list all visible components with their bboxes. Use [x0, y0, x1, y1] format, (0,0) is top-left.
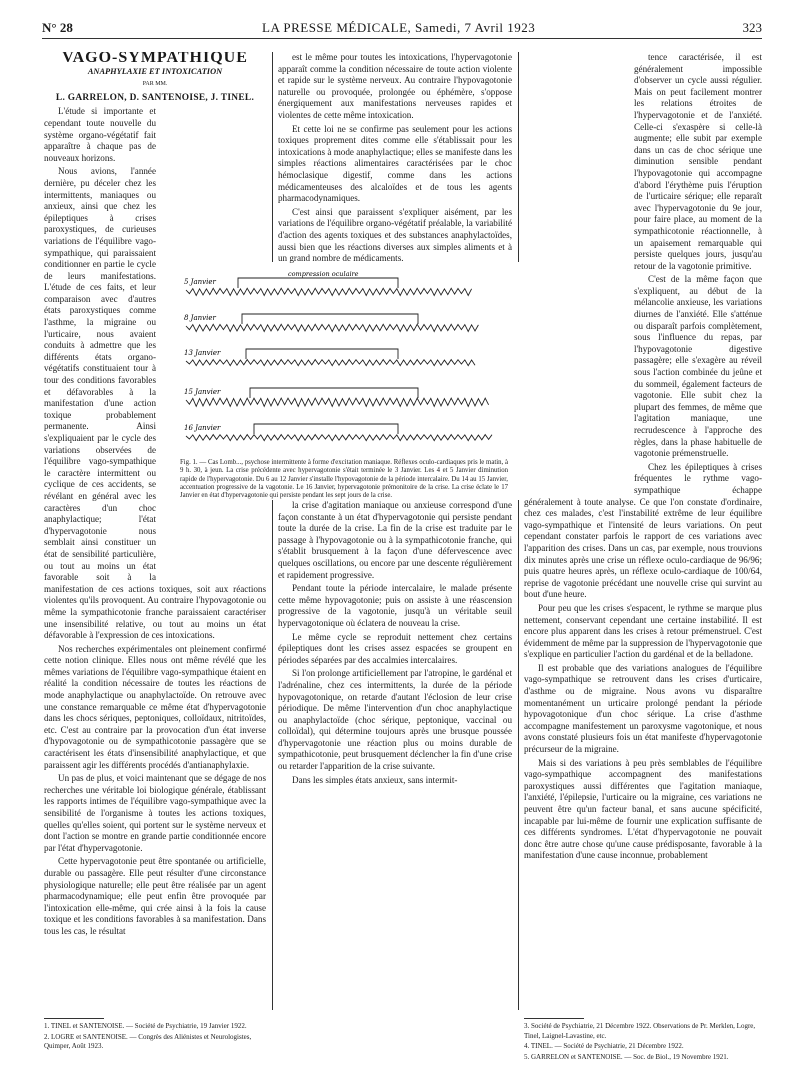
ecg-trace	[186, 398, 489, 406]
paragraph: tence caractérisée, il est généralement impossible d'observer un cycle aussi régulier. Mais on peut facilement montrer les relations étroites de l'hypervagotonie et de l'anxiété. Celle-ci s'exaspère si celle-là augmente; elle subit par exemple dans un cas de choc sérique une diminution sensible pendant l'hypovagotonie qui accompagne d'abord l'érythème puis l'éruption de l'urticaire sérique; elle reparaît avec l'hypervagotonie du 9e jour, pour faire place, au moment de la sympathicotonie réactionnelle, à un apaisement remarquable qui persiste quelques jours, jusqu'au retour de la vagotonie primitive.	[634, 52, 762, 271]
paragraph: la crise d'agitation maniaque ou anxieuse correspond d'une façon constante à un état d'hypervagotonie qui persiste pendant toute la durée de la crise. La fin de la crise est traduite par le passage à l'hypovagotonie ou à la sympathicotonie franche, qui s'établit brusquement à la façon d'une défervescence avec quelques oscillations, ou encore par une descente régulièrement et rapidement progressive.	[278, 500, 512, 580]
paragraph: est le même pour toutes les intoxications, l'hypervagotonie apparaît comme la condition nécessaire de toute action violente et rapide sur le système nerveux. Au contraire l'hypovagotonie naturelle ou provoquée, prolongée ou éphémère, s'oppose énergiquement aux manifestations nerveuses rapides et violentes de cette même intoxication.	[278, 52, 512, 120]
footnote-rule-right	[524, 1018, 584, 1019]
compression-marker	[250, 388, 418, 398]
ecg-trace	[186, 435, 492, 441]
trace-label: 8 Janvier	[184, 314, 216, 322]
column-2-bottom	[278, 500, 512, 1014]
column-1	[44, 52, 266, 1014]
paragraph: Nous avions, l'année dernière, pu déceler chez les intermittents, maniaques ou anxieux, ainsi que chez les épileptiques à crises paroxystiques, de curieuses variations de l'équilibre vago-sympathique, qui paraissaient conditionner en partie le cycle de leurs manifestations. L'étude de ces faits, et leur comparaison avec d'autres états paroxystiques comme l'asthme, la migraine ou l'urticaire, nous avaient conduits à admettre que les différents états organo-végétatifs constituaient tour à tour des conditions favorables et défavorables à la manifestation d'une action toxique probablement permanente. Ainsi s'expliquaient par le cycle des variations observées de l'équilibre vago-sympathique le caractère intermittent ou cyclique de ces accidents, se révélant en général avec les caractères d'un choc anaphylactique; l'état d'hypervagotonie nous semblait ainsi constituer un état de sensibilité particulière, ou tout au moins un état favorable soit à la manifestation de ces actions toxiques, soit aux réactions violentes qu'ils provoquent. Au contraire l'hypovagotonie ou même la sympathicotonie franche paraissaient caractériser une insensibilité relative, ou tout au moins un état défavorable à l'expression de ces intoxications.	[44, 166, 266, 641]
paragraph: Le même cycle se reproduit nettement chez certains épileptiques dont les crises assez espacées se groupent en périodes séparées par des accalmies intercalaires.	[278, 631, 512, 665]
running-header	[42, 20, 762, 39]
trace-plot	[178, 268, 508, 456]
paragraph: Dans les simples états anxieux, sans intermit-	[292, 774, 458, 785]
ecg-trace	[186, 360, 475, 366]
footnote: 2. LOGRE et SANTENOISE. — Congrès des Aliénistes et Neurologistes, Quimper, Août 1923.	[44, 1032, 252, 1051]
figure-oculocardiac-traces	[178, 268, 508, 456]
trace-label: 15 Janvier	[184, 388, 221, 396]
article-subtitle: ANAPHYLAXIE ET INTOXICATION	[87, 66, 223, 76]
column-3	[524, 52, 762, 1014]
by-line: PAR MM.	[142, 81, 168, 88]
ecg-trace	[186, 324, 478, 331]
paragraph: C'est de la même façon que s'expliquent, au début de la mélancolie anxieuse, les variations diurnes de l'anxiété. Elle s'atténue ou disparaît parfois complètement, sous l'influence du repas, par l'hypovagotonie digestive passagère; elle s'exagère au réveil sous l'action combinée du jeûne et du sommeil, également facteurs de vagotonie. Elle subit chez la plupart des femmes, de même que l'agitation maniaque, une recrudescence à l'approche des règles, dans la phase habituelle de vagotonie prémenstruelle.	[634, 274, 762, 459]
compression-marker	[242, 314, 418, 324]
paragraph: Nos recherches expérimentales ont pleinement confirmé cette notion clinique. Elles nous ont même révélé que les mêmes variations de l'équilibre vago-sympathique étaient en réalité la condition nécessaire de toutes les réactions de mode anaphylactique ou anaphylactoïde. On retrouve avec une constance remarquable ce même état d'hypervagotonie dans les chocs sériques, peptoniques, colloïdaux, nitritoïdes, etc. C'est au contraire par la provocation d'un état inverse d'hypovagotonie ou de sympathicotonie passagère que se caractérisent les états d'insensibilité anaphylactique, et que paraissent agir les différents procédés d'antianaphylaxie.	[44, 643, 266, 770]
compression-marker	[238, 278, 398, 288]
article-authors: L. GARRELON, D. SANTENOISE, J. TINEL.	[55, 92, 255, 103]
footnote: 1. TINEL et SANTENOISE. — Société de Psychiatrie, 19 Janvier 1922.	[44, 1022, 247, 1030]
paragraph: Mais si des variations à peu près semblables de l'équilibre vago-sympathique accompagnent des manifestations paroxystiques aussi différentes que l'agitation maniaque, l'anxiété, l'épilepsie, l'urticaire ou la migraine, ces variations ne peuvent être qu'un facteur banal, et sans aucune spécificité, incapable par lui-même de fournir une explication suffisante de ces différents syndromes. L'état d'hypervagotonie ne pouvait donc être autre chose qu'une cause prédisposante, favorable à la manifestation d'une cause inconnue, probablement	[524, 757, 762, 861]
column-divider-3	[272, 500, 273, 1010]
page-number: 323	[742, 20, 762, 35]
paragraph: L'étude si importante et cependant toute nouvelle du système organo-végétatif fait apparaître à chaque pas de nouveaux horizons.	[44, 106, 156, 163]
ecg-trace	[186, 288, 472, 295]
paragraph: Il est probable que des variations analogues de l'équilibre vago-sympathique se retrouvent dans les crises d'urticaire, d'asthme ou de migraine. Nous avons vu disparaître momentanément un urticaire prolongé pendant la période hypovagotonique d'un choc sérique. La crise d'asthme accompagne manifestement un paroxysme vagotonique, et nous avons constaté plusieurs fois un état manifeste d'hypervagotonie précurseur de la migraine.	[524, 662, 762, 755]
issue-number: N° 28	[42, 20, 73, 35]
column-2-top	[278, 52, 512, 264]
column-divider-2	[518, 52, 519, 262]
trace-label: 16 Janvier	[184, 424, 221, 432]
compression-marker	[254, 424, 398, 434]
compression-annotation: compression oculaire	[288, 270, 359, 278]
trace-label: 13 Janvier	[184, 349, 221, 357]
footnote: 5. GARRELON et SANTENOISE. — Soc. de Biol., 19 Novembre 1921.	[524, 1052, 729, 1061]
paragraph: Cette hypervagotonie peut être spontanée ou artificielle, durable ou passagère. Elle peut résulter d'une circonstance physiologique naturelle; elle peut être réalisée par un agent pharmacodynamique; elle peut enfin être provoquée par l'intoxication elle-même, qui crée ainsi à la fois la cause toxique et les conditions favorables à sa manifestation. Dans tous les cas, le résultat	[44, 856, 266, 936]
figure-caption: Fig. 1. — Cas Lomb..., psychose intermittente à forme d'excitation maniaque. Réflexes oculo-cardiaques pris le matin, à 9 h. 30, à jeun. La crise précédente avec hypervagotonie s'était terminée le 3 Janvier. Les 4 et 5 Janvier diminution rapide de l'hypervagotonie. Du 6 au 12 Janvier s'installe l'hypovagotonie de la période intercalaire. Du 14 au 15 Janvier, accentuation progressive de la vagotonie. Le 16 Janvier, hypervagotonie prémonitoire de la crise. La crise éclate le 17 Janvier en état d'hypervagotonie qui persiste pendant les sept jours de la crise.	[180, 459, 508, 500]
column-divider-1	[272, 52, 273, 262]
footnote-rule-left	[44, 1018, 104, 1019]
paragraph: Et cette loi ne se confirme pas seulement pour les actions toxiques proprement dites comme elle s'établissait pour les intoxications à mode anaphylactique; elles se manifeste dans les simples réactions alimentaires caractérisées par le choc hémoclasique digestif, comme dans les actions médicamenteuses des alcaloïdes et de tous les agents pharmacodynamiques.	[278, 123, 512, 204]
paragraph: Pour peu que les crises s'espacent, le rythme se marque plus nettement, conservant cependant une certaine instabilité. Il est encore plus apparent dans les crises à retour prémenstruel. C'est évidemment de même par la suppression de l'hypervagotonie que s'explique en particulier l'action du gardénal et de la belladone.	[524, 602, 762, 660]
footnote: 3. Société de Psychiatrie, 21 Décembre 1922. Observations de Pr. Merklen, Logre, Tinel, Laignel-Lavastine, etc.	[524, 1022, 756, 1040]
footnotes-left	[44, 1022, 270, 1053]
paragraph: Chez les épileptiques à crises fréquentes le rythme vago-sympathique échappe généralement à toute analyse. Ce que l'on constate d'ordinaire, chez ces malades, c'est l'instabilité extrême de leur équilibre vago-sympathique et l'intensité de leurs variations. On peut cependant constater parfois le rapport de ces variations avec l'apparition des crises. Dans un cas, par exemple, nous trouvions dix minutes après une crise un réflexe oculo-cardiaque de 96/96; puis quatre heures après, un réflexe oculo-cardiaque de 100/64, reprise de vagotonie précédant une nouvelle crise qui survint au bout d'une heure.	[524, 461, 762, 600]
paragraph: C'est ainsi que paraissent s'expliquer aisément, par les variations de l'équilibre organo-végétatif préalable, la variabilité d'action des agents toxiques et des substances anaphylactoïdes, aussi bien que les réactions diverses aux simples aliments et à un grand nombre de médicaments.	[278, 206, 512, 264]
column-divider-4	[518, 500, 519, 1010]
footnote: 4. TINEL. — Société de Psychiatrie, 21 Décembre 1922.	[524, 1042, 684, 1051]
trace-label: 5 Janvier	[184, 278, 216, 286]
article-title: VAGO-SYMPATHIQUE	[62, 52, 248, 66]
paragraph: Pendant toute la période intercalaire, le malade présente cette même hypovagotonie; puis on assiste à une réascension progressive de la vagotonie, jusqu'à un véritable seuil hypervagotonique où éclatera de nouveau la crise.	[278, 583, 512, 628]
paragraph: Un pas de plus, et voici maintenant que se dégage de nos recherches une véritable loi biologique générale, établissant les rapports intimes de l'équilibre vago-sympathique avec la sensibilité de l'organisme à toutes les actions toxiques, quelles qu'elles soient, qui portent sur le système nerveux et dont l'action se montre en grande partie conditionnée encore par l'état d'hypervagotonie.	[44, 773, 266, 853]
figure-wrap-spacer	[524, 270, 634, 495]
compression-marker	[246, 349, 398, 359]
journal-title: LA PRESSE MÉDICALE, Samedi, 7 Avril 1923	[262, 20, 536, 35]
footnotes-right	[524, 1022, 762, 1063]
paragraph: Si l'on prolonge artificiellement par l'atropine, le gardénal et l'adrénaline, chez ces intermittents, la durée de la période hypovagotonique, on retarde d'autant l'éclosion de leur crise périodique. De même l'intervention d'un choc anaphylactique ou anaphylactoïde (choc sérique, peptonique, vaccinal ou colloïdal), qui détermine toujours après une brusque poussée d'hypervagotonie une réaction plus ou moins durable de sympathicotonie, peut brusquement déclencher la fin d'une crise ou retarder l'apparition de la crise suivante.	[278, 668, 512, 772]
